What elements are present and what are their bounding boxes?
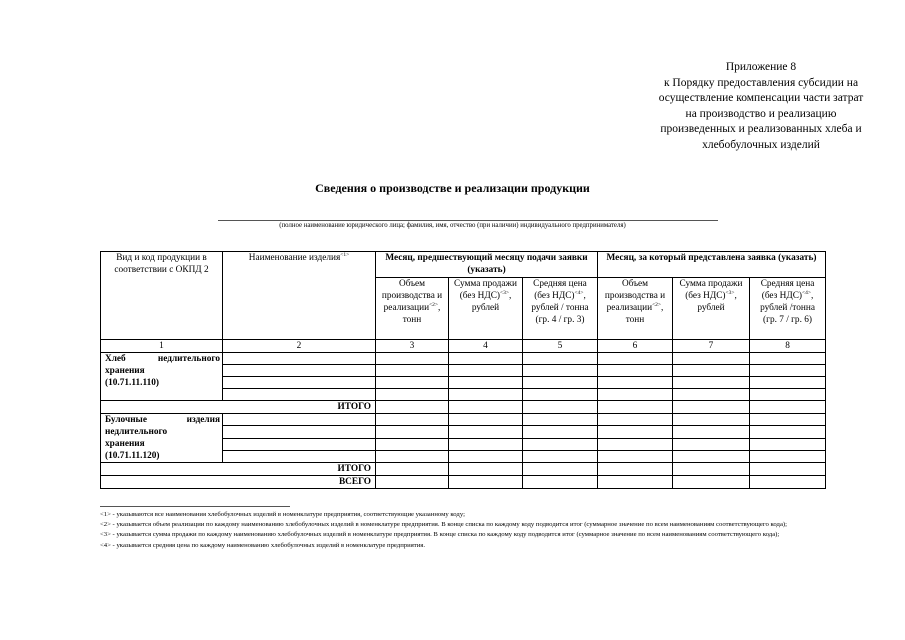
table-cell[interactable] [376, 377, 449, 389]
table-cell[interactable] [750, 438, 826, 450]
table-cell[interactable] [673, 401, 750, 414]
table-cell[interactable] [449, 450, 523, 462]
header-product-name: Наименование изделия$^{<1>}$ [223, 252, 376, 340]
table-cell[interactable] [523, 476, 598, 489]
table-cell[interactable] [376, 389, 449, 401]
appendix-header [630, 60, 892, 154]
table-cell[interactable] [598, 401, 673, 414]
footnotes [100, 510, 830, 551]
table-cell[interactable] [673, 389, 750, 401]
table-cell[interactable] [598, 377, 673, 389]
header-sum-prev: Сумма продажи (без НДС)$^{<3>}$, рублей [449, 278, 523, 340]
appendix-line: к Порядку предоставления субсидии на [663, 76, 859, 89]
table-cell[interactable] [376, 463, 449, 476]
table-row [101, 353, 826, 365]
table-cell[interactable] [750, 401, 826, 414]
table-cell[interactable] [750, 463, 826, 476]
table-cell[interactable] [598, 476, 673, 489]
table-cell[interactable] [449, 476, 523, 489]
table-cell[interactable] [376, 450, 449, 462]
table-cell[interactable] [449, 389, 523, 401]
table-cell[interactable] [598, 365, 673, 377]
appendix-line: хлебобулочных изделий [702, 138, 820, 151]
grand-total-row [101, 476, 826, 489]
table-cell[interactable] [449, 414, 523, 426]
entity-name-line [218, 220, 718, 221]
table-cell[interactable] [598, 426, 673, 438]
header-current-month: Месяц, за который представлена заявка (указать) [598, 252, 826, 278]
table-cell[interactable] [523, 414, 598, 426]
table-cell[interactable] [223, 377, 376, 389]
total-label: ИТОГО [101, 463, 376, 476]
table-cell[interactable] [223, 353, 376, 365]
total-row [101, 463, 826, 476]
table-cell[interactable] [223, 414, 376, 426]
table-cell[interactable] [750, 389, 826, 401]
footnote: <3> - указывается сумма продажи по каждому наименованию хлебобулочных изделий в номенклатуре предприятия. В конце списка по каждому коду подводится итог (суммарное значение по всем наименованиям соответствующего кода); [100, 531, 780, 539]
table-cell[interactable] [523, 365, 598, 377]
table-cell[interactable] [750, 353, 826, 365]
group-buns: Булочные изделия недлительного хранения (10.71.11.120) [101, 414, 223, 463]
table-row [101, 414, 826, 426]
table-cell[interactable] [750, 450, 826, 462]
table-cell[interactable] [523, 426, 598, 438]
table-cell[interactable] [523, 401, 598, 414]
column-numbers-row [101, 340, 826, 353]
appendix-line: Приложение 8 [725, 61, 797, 73]
header-sum-curr: Сумма продажи (без НДС)$^{<3>}$, рублей [673, 278, 750, 340]
table-cell[interactable] [598, 450, 673, 462]
column-number: 8 [750, 340, 826, 353]
appendix-line: осуществление компенсации части затрат [658, 92, 864, 105]
table-cell[interactable] [750, 476, 826, 489]
table-cell[interactable] [673, 365, 750, 377]
header-volume-prev: Объем производства и реализации$^{<2>}$, тонн [376, 278, 449, 340]
table-cell[interactable] [673, 426, 750, 438]
table-cell[interactable] [673, 414, 750, 426]
table-cell[interactable] [449, 353, 523, 365]
header-previous-month: Месяц, предшествующий месяцу подачи заявки (указать) [376, 252, 598, 278]
table-cell[interactable] [673, 476, 750, 489]
table-cell[interactable] [598, 389, 673, 401]
column-number: 3 [376, 340, 449, 353]
column-number: 1 [101, 340, 223, 353]
footnote-separator [100, 506, 290, 507]
appendix-line: произведенных и реализованных хлеба и [660, 123, 862, 136]
appendix-line: на производство и реализацию [685, 107, 837, 120]
table-cell[interactable] [223, 450, 376, 462]
table-cell[interactable] [376, 365, 449, 377]
total-row [101, 401, 826, 414]
header-product-kind: Вид и код продукции в соответствии с ОКПД 2 [101, 252, 223, 340]
footnote: <4> - указывается средняя цена по каждому наименованию хлебобулочных изделий в номенклатуре предприятия. [100, 541, 426, 549]
table-cell[interactable] [376, 401, 449, 414]
table-cell[interactable] [673, 450, 750, 462]
production-table [100, 251, 826, 489]
table-cell[interactable] [598, 414, 673, 426]
table-cell[interactable] [223, 389, 376, 401]
table-cell[interactable] [750, 414, 826, 426]
table-cell[interactable] [750, 377, 826, 389]
table-cell[interactable] [449, 401, 523, 414]
table-cell[interactable] [750, 365, 826, 377]
footnote: <1> - указываются все наименования хлебобулочных изделий в номенклатуре предприятия, соответствующие указанному коду; [100, 511, 465, 518]
table-cell[interactable] [449, 377, 523, 389]
table-cell[interactable] [223, 438, 376, 450]
table-cell[interactable] [523, 450, 598, 462]
column-number: 2 [223, 340, 376, 353]
table-cell[interactable] [523, 353, 598, 365]
column-number: 4 [449, 340, 523, 353]
table-cell[interactable] [449, 438, 523, 450]
entity-name-caption: (полное наименование юридического лица; фамилия, имя, отчество (при наличии) индивидуального предпринимателя) [279, 222, 626, 229]
table-cell[interactable] [376, 426, 449, 438]
total-label: ИТОГО [101, 401, 376, 414]
footnote: <2> - указывается объем реализации по каждому наименованию хлебобулочных изделий в номенклатуре предприятия. В конце списка по каждому коду подводится итог (суммарное значение по всем наименованиям соответствующего кода); [100, 521, 788, 529]
table-cell[interactable] [449, 426, 523, 438]
table-cell[interactable] [673, 353, 750, 365]
table-cell[interactable] [523, 389, 598, 401]
group-bread: Хлеб недлительного хранения (10.71.11.110) [101, 353, 223, 401]
table-cell[interactable] [449, 463, 523, 476]
table-cell[interactable] [523, 463, 598, 476]
table-cell[interactable] [223, 365, 376, 377]
table-cell[interactable] [673, 377, 750, 389]
table-cell[interactable] [673, 438, 750, 450]
column-number: 5 [523, 340, 598, 353]
table-cell[interactable] [523, 377, 598, 389]
column-number: 6 [598, 340, 673, 353]
table-cell[interactable] [598, 353, 673, 365]
table-cell[interactable] [376, 438, 449, 450]
table-cell[interactable] [376, 353, 449, 365]
table-cell[interactable] [673, 463, 750, 476]
grand-total-label: ВСЕГО [101, 476, 376, 489]
table-cell[interactable] [223, 426, 376, 438]
column-number: 7 [673, 340, 750, 353]
table-cell[interactable] [598, 463, 673, 476]
header-price-prev: Средняя цена (без НДС)$^{<4>}$, рублей / тонна (гр. 4 / гр. 3) [523, 278, 598, 340]
table-cell[interactable] [449, 365, 523, 377]
table-cell[interactable] [523, 438, 598, 450]
table-cell[interactable] [376, 476, 449, 489]
table-cell[interactable] [376, 414, 449, 426]
document-title: Сведения о производстве и реализации продукции [315, 181, 590, 195]
header-price-curr: Средняя цена (без НДС)$^{<4>}$, рублей /тонна (гр. 7 / гр. 6) [750, 278, 826, 340]
header-volume-curr: Объем производства и реализации$^{<2>}$, тонн [598, 278, 673, 340]
table-cell[interactable] [750, 426, 826, 438]
table-cell[interactable] [598, 438, 673, 450]
